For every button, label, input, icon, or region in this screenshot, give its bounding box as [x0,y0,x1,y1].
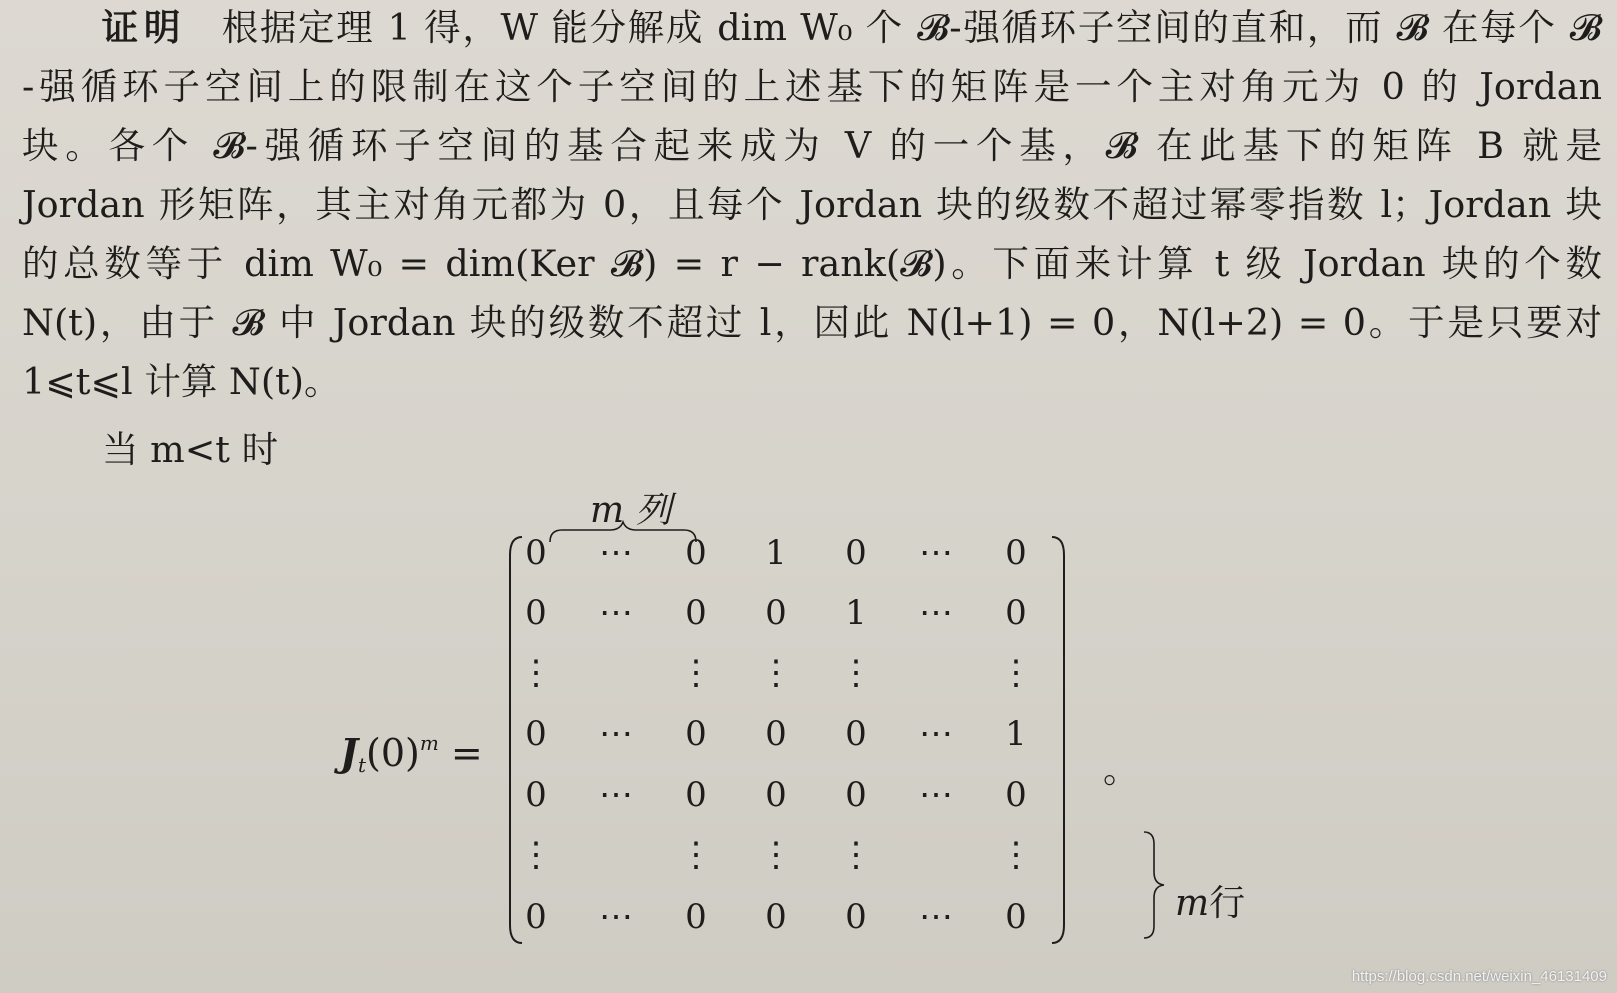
matrix-cell: 0 [1005,897,1027,937]
matrix-right-bracket [1048,535,1068,945]
lhs-argument: (0) [366,731,420,775]
matrix-cell: 0 [525,775,547,815]
paragraph-line-6: N(t)，由于 𝓑 中 Jordan 块的级数不超过 l，因此 N(l+1) = 0，N(l+2) = 0。于是只要对 [22,301,1602,344]
row-count-word: 行 [1209,883,1246,924]
matrix-cell: ⋯ [919,533,953,573]
matrix-power-lhs [340,730,483,777]
matrix-cell: ⋯ [599,775,633,815]
matrix-cell: ⋯ [599,533,633,573]
paragraph-line-1 [22,0,1602,58]
row-count-label [1175,875,1245,926]
matrix-cell: 0 [1005,533,1027,573]
paragraph-line-7: 1⩽t⩽l 计算 N(t)。 [22,360,341,403]
matrix-cell: 0 [685,593,707,633]
matrix-cell: ⋮ [999,835,1033,875]
matrix-cell: 0 [765,593,787,633]
matrix-cell: 0 [765,775,787,815]
column-count-label: m 列 [590,490,672,531]
row-count-var: m [1175,883,1210,924]
paragraph-line-4: Jordan 形矩阵，其主对角元都为 0，且每个 Jordan 块的级数不超过幂零指数 l；Jordan 块 [22,183,1602,226]
matrix-cell: 1 [845,593,867,633]
matrix-cell: 0 [685,775,707,815]
matrix-cell: ⋮ [519,653,553,693]
case-condition: 当 m<t 时 [102,428,279,471]
matrix-cell: ⋯ [599,714,633,754]
matrix-cell: 1 [765,533,787,573]
paragraph-line-2: -强循环子空间上的限制在这个子空间的上述基下的矩阵是一个主对角元为 0 的 Jordan [22,65,1602,108]
matrix-cell: 0 [525,533,547,573]
matrix-cell: 0 [685,714,707,754]
proof-label: 证明 [100,6,187,49]
matrix-cell: ⋮ [839,653,873,693]
lhs-superscript: m [419,731,439,755]
matrix-cell: 0 [845,714,867,754]
matrix-cell: ⋮ [519,835,553,875]
equals-sign: = [450,731,483,775]
matrix-cell: 0 [1005,593,1027,633]
matrix-cell: 0 [765,897,787,937]
matrix-cell: 0 [765,714,787,754]
matrix-cell: ⋯ [919,714,953,754]
matrix-cell: ⋯ [919,775,953,815]
matrix-cell: 0 [525,593,547,633]
matrix-cell: ⋯ [919,897,953,937]
formula-period: 。 [1103,750,1140,791]
paragraph-line-5: 的总数等于 dim W₀ = dim(Ker 𝓑) = r − rank(𝓑)。下面来计算 t 级 Jordan 块的个数 [22,242,1602,285]
paragraph-line-3: 块。各个 𝓑-强循环子空间的基合起来成为 V 的一个基，𝓑 在此基下的矩阵 B 就是 [22,124,1602,167]
matrix-cell: ⋮ [999,653,1033,693]
matrix-cell: 0 [845,775,867,815]
paragraph-line-1-text: 根据定理 1 得，W 能分解成 dim W₀ 个 𝓑-强循环子空间的直和，而 𝓑 在每个 𝓑 [220,6,1602,49]
watermark: https://blog.csdn.net/weixin_46131409 [1351,968,1607,985]
matrix-cell: ⋯ [599,593,633,633]
matrix-cell: ⋮ [759,835,793,875]
matrix-cell: ⋯ [599,897,633,937]
matrix-cell: ⋮ [759,653,793,693]
matrix-cell: 0 [845,533,867,573]
lhs-subscript: t [357,753,367,777]
matrix-cell: ⋮ [679,835,713,875]
lhs-symbol: J [340,730,358,775]
matrix-cell: 0 [525,897,547,937]
matrix-cell: 0 [685,533,707,573]
matrix-cell: 1 [1005,714,1027,754]
matrix-cell: 0 [1005,775,1027,815]
matrix-cell: 0 [845,897,867,937]
matrix-cell: 0 [525,714,547,754]
matrix-cell: ⋮ [839,835,873,875]
right-brace [1140,830,1170,940]
matrix-cell: ⋯ [919,593,953,633]
matrix-cell: ⋮ [679,653,713,693]
matrix-cell: 0 [685,897,707,937]
